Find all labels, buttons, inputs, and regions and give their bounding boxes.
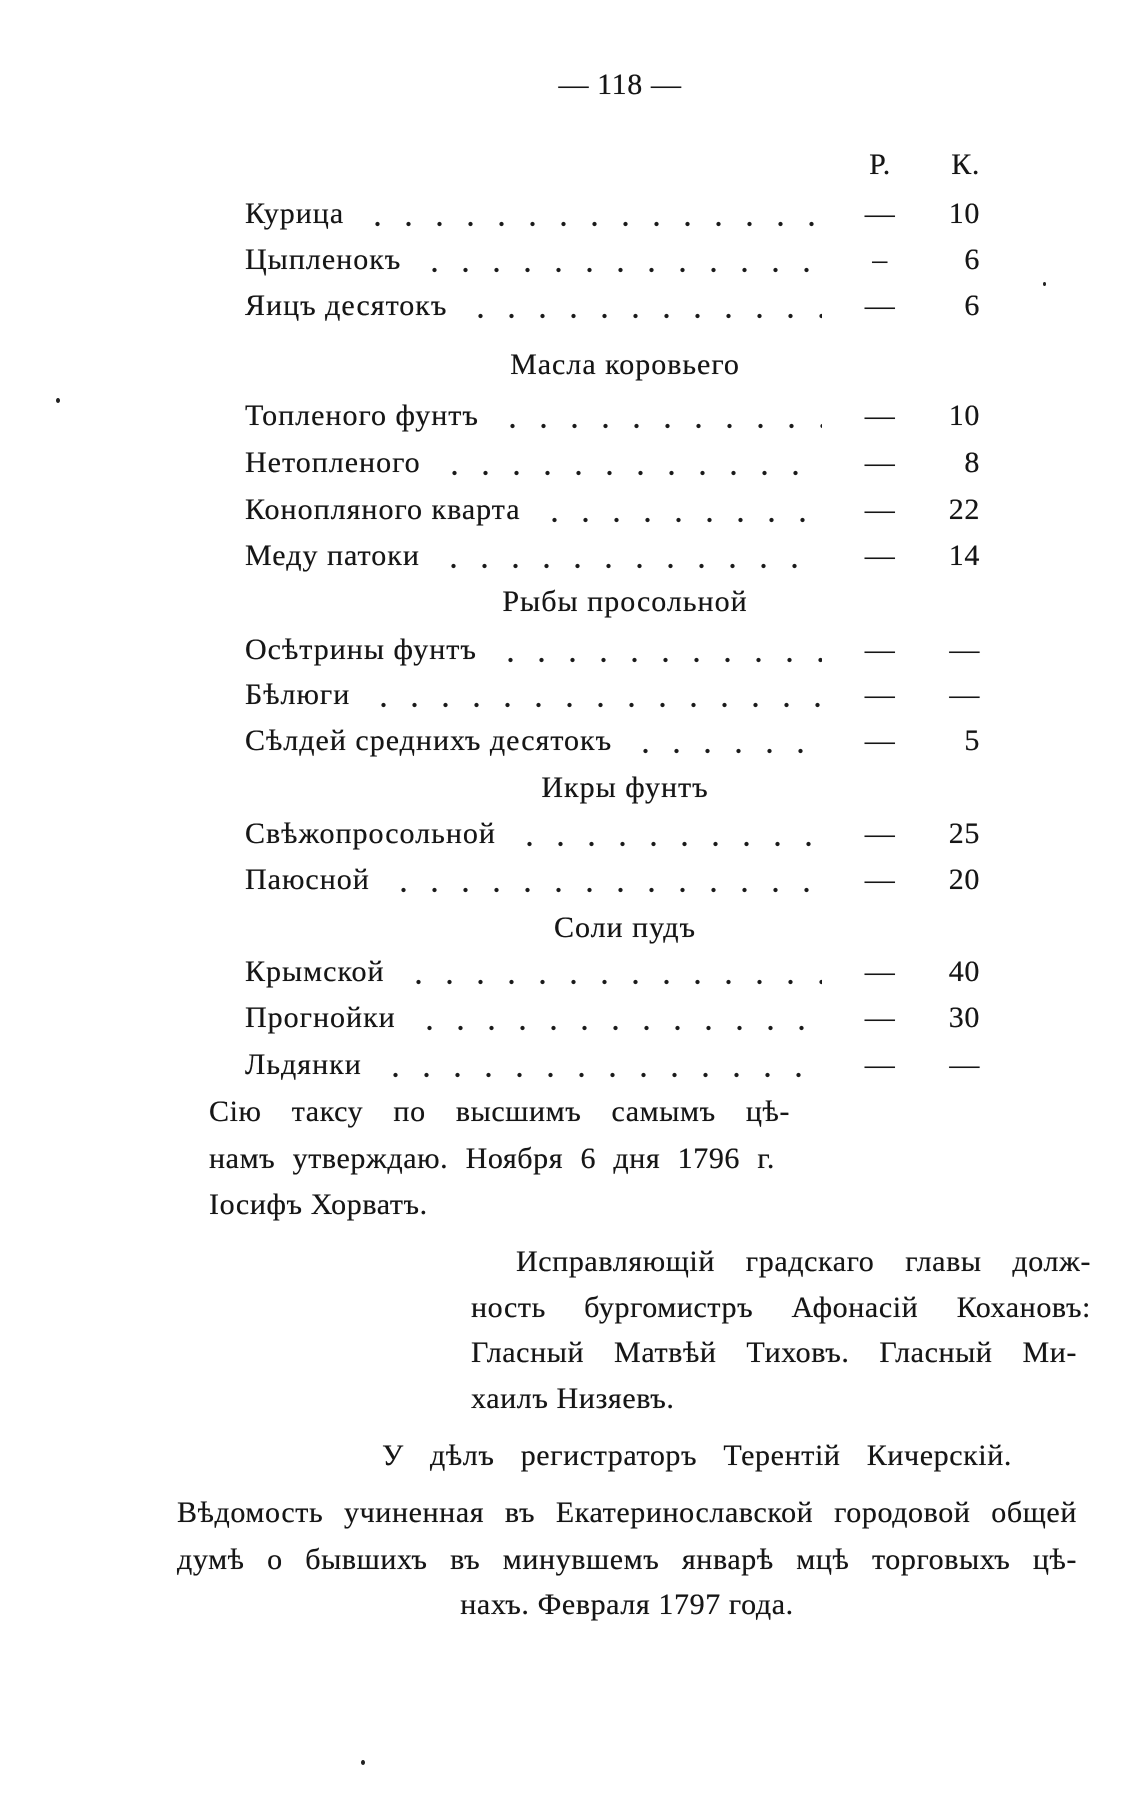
section-heading: Соли пудъ: [553, 911, 697, 944]
next-document-title-line: Вѣдомость учиненная въ Екатеринославской городовой общей: [177, 1496, 1077, 1529]
rubles-value: —: [864, 863, 896, 896]
dot-leader: [508, 814, 822, 854]
scan-speck: [56, 398, 60, 403]
kopecks-value: 14: [948, 539, 980, 572]
kopecks-value: —: [949, 633, 980, 666]
dot-leader: [408, 998, 822, 1038]
section-heading: Масла коровьего: [510, 348, 740, 381]
dot-leader: [432, 536, 822, 576]
rubles-value: —: [864, 197, 896, 230]
next-document-title-line: нахъ. Февраля 1797 года.: [460, 1588, 794, 1621]
signatures-line: хаилъ Низяевъ.: [471, 1382, 675, 1415]
scan-speck: [361, 1760, 365, 1765]
kopecks-value: —: [949, 678, 980, 711]
dot-leader: [413, 240, 822, 280]
rubles-value: —: [864, 633, 896, 666]
dot-leader: [362, 675, 822, 715]
item-name: Нетопленого: [245, 446, 421, 479]
item-name: Крымской: [245, 955, 385, 988]
price-row: [245, 630, 980, 670]
price-row: [245, 1045, 980, 1085]
item-name: Цыпленокъ: [245, 243, 402, 276]
rubles-value: –: [872, 243, 888, 276]
price-row: [245, 998, 980, 1038]
section-heading: Икры фунтъ: [541, 771, 709, 804]
kopecks-value: 22: [948, 493, 980, 526]
price-row: [245, 675, 980, 715]
price-row: [245, 396, 980, 436]
dot-leader: [459, 286, 822, 326]
rubles-value: —: [864, 1001, 896, 1034]
rubles-value: —: [864, 399, 896, 432]
kopecks-value: 10: [948, 197, 980, 230]
registrar-line: У дѣлъ регистраторъ Терентій Кичерскій.: [382, 1439, 1012, 1472]
item-name: Осѣтрины фунтъ: [245, 633, 477, 666]
price-row: [245, 194, 980, 234]
price-row: [245, 860, 980, 900]
rubles-value: —: [864, 289, 896, 322]
item-name: Курица: [245, 197, 345, 230]
approval-signature: Іосифъ Хорватъ.: [209, 1188, 428, 1221]
price-row: [245, 286, 980, 326]
kopecks-value: 25: [948, 817, 980, 850]
price-row: [245, 814, 980, 854]
rubles-value: —: [864, 446, 896, 479]
signatures-line: ность бургомистръ Афонасій Кохановъ:: [471, 1291, 1091, 1324]
price-row: [245, 490, 980, 530]
item-name: Прогнойки: [245, 1001, 396, 1034]
approval-line: намъ утверждаю. Ноября 6 дня 1796 г.: [209, 1142, 775, 1175]
kopecks-value: 6: [964, 243, 980, 276]
item-name: Конопляного кварта: [245, 493, 521, 526]
item-name: Яицъ десятокъ: [245, 289, 448, 322]
dot-leader: [533, 490, 822, 530]
rubles-value: —: [864, 493, 896, 526]
rubles-value: —: [864, 724, 896, 757]
scan-speck: [1043, 282, 1046, 286]
dot-leader: [382, 860, 822, 900]
dot-leader: [489, 630, 822, 670]
section-heading: Рыбы просольной: [502, 585, 748, 618]
rubles-value: —: [864, 1048, 896, 1081]
price-row: [245, 240, 980, 280]
kopecks-value: 8: [964, 446, 980, 479]
rubles-value: —: [864, 955, 896, 988]
dot-leader: [397, 952, 822, 992]
next-document-title-line: думѣ о бывшихъ въ минувшемъ январѣ мцѣ торговыхъ цѣ-: [177, 1543, 1077, 1576]
header-gap: [257, 145, 822, 185]
table-header: [245, 145, 980, 185]
rubles-value: —: [864, 817, 896, 850]
item-name: Бѣлюги: [245, 678, 351, 711]
kopecks-value: 20: [948, 863, 980, 896]
kopecks-value: 6: [964, 289, 980, 322]
dot-leader: [374, 1045, 822, 1085]
price-row: [245, 443, 980, 483]
kopecks-column-header: К.: [951, 148, 980, 181]
dot-leader: [433, 443, 822, 483]
price-row: [245, 952, 980, 992]
rubles-value: —: [864, 539, 896, 572]
kopecks-value: 40: [948, 955, 980, 988]
page-number: — 118 —: [558, 68, 682, 101]
price-row: [245, 536, 980, 576]
kopecks-value: 30: [948, 1001, 980, 1034]
item-name: Льдянки: [245, 1048, 362, 1081]
rubles-value: —: [864, 678, 896, 711]
approval-line: Сію таксу по высшимъ самымъ цѣ-: [209, 1095, 790, 1128]
item-name: Топленого фунтъ: [245, 399, 479, 432]
kopecks-value: 5: [964, 724, 980, 757]
kopecks-value: —: [949, 1048, 980, 1081]
signatures-line: Гласный Матвѣй Тиховъ. Гласный Ми-: [471, 1336, 1077, 1369]
signatures-line: Исправляющій градскаго главы долж-: [516, 1245, 1091, 1278]
price-row: [245, 721, 980, 761]
item-name: Меду патоки: [245, 539, 420, 572]
rubles-column-header: Р.: [869, 148, 891, 181]
item-name: Паюсной: [245, 863, 370, 896]
dot-leader: [356, 194, 822, 234]
dot-leader: [624, 721, 822, 761]
item-name: Свѣжопросольной: [245, 817, 496, 850]
kopecks-value: 10: [948, 399, 980, 432]
dot-leader: [491, 396, 822, 436]
item-name: Сѣлдей среднихъ десятокъ: [245, 724, 613, 757]
